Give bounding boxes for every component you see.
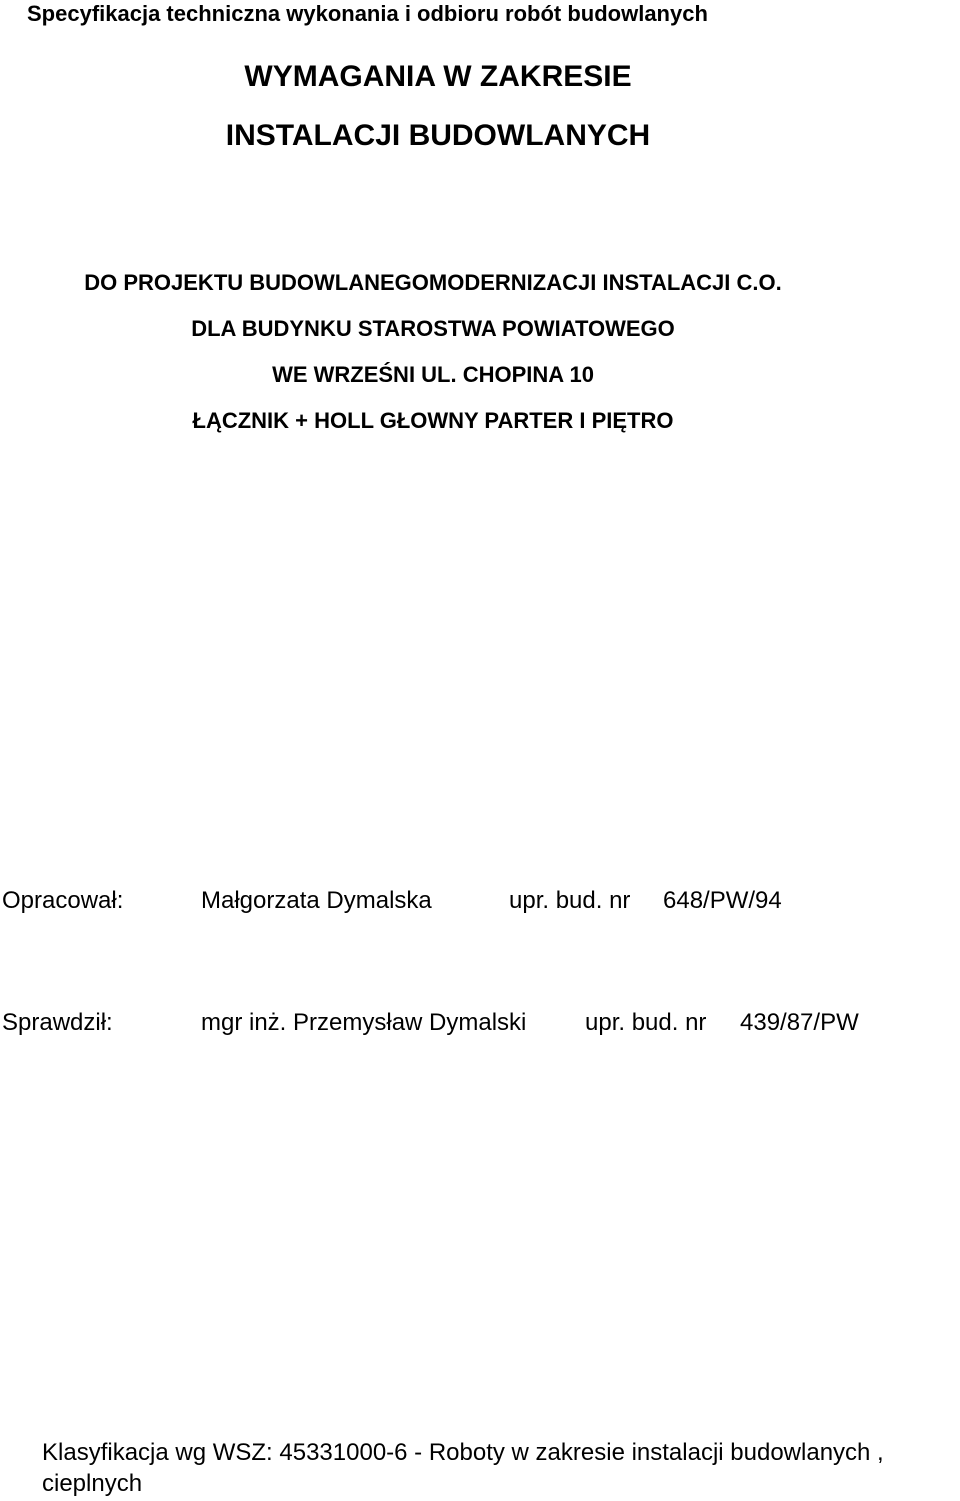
checked-by-label: Sprawdził: [2,1009,113,1036]
title-line-1: WYMAGANIA W ZAKRESIE [244,60,632,93]
project-line-4: ŁĄCZNIK + HOLL GŁOWNY PARTER I PIĘTRO [192,408,674,433]
checked-by-license-number: 439/87/PW [740,1009,859,1036]
checked-by-license-label: upr. bud. nr [585,1009,707,1036]
project-line-1: DO PROJEKTU BUDOWLANEGOMODERNIZACJI INSTALACJI C.O. [84,270,782,295]
project-line-2: DLA BUDYNKU STAROSTWA POWIATOWEGO [191,316,675,341]
prepared-by-name: Małgorzata Dymalska [201,887,432,914]
document-header: Specyfikacja techniczna wykonania i odbioru robót budowlanych [27,1,708,26]
prepared-by-license-number: 648/PW/94 [663,887,782,914]
project-line-3: WE WRZEŚNI UL. CHOPINA 10 [272,362,594,387]
title-line-2: INSTALACJI BUDOWLANYCH [225,119,651,152]
classification-text: Klasyfikacja wg WSZ: 45331000-6 - Roboty w zakresie instalacji budowlanych , cieplnych [42,1439,884,1497]
prepared-by-license-label: upr. bud. nr [509,887,631,914]
checked-by-name: mgr inż. Przemysław Dymalski [201,1009,527,1036]
prepared-by-label: Opracował: [2,887,124,914]
